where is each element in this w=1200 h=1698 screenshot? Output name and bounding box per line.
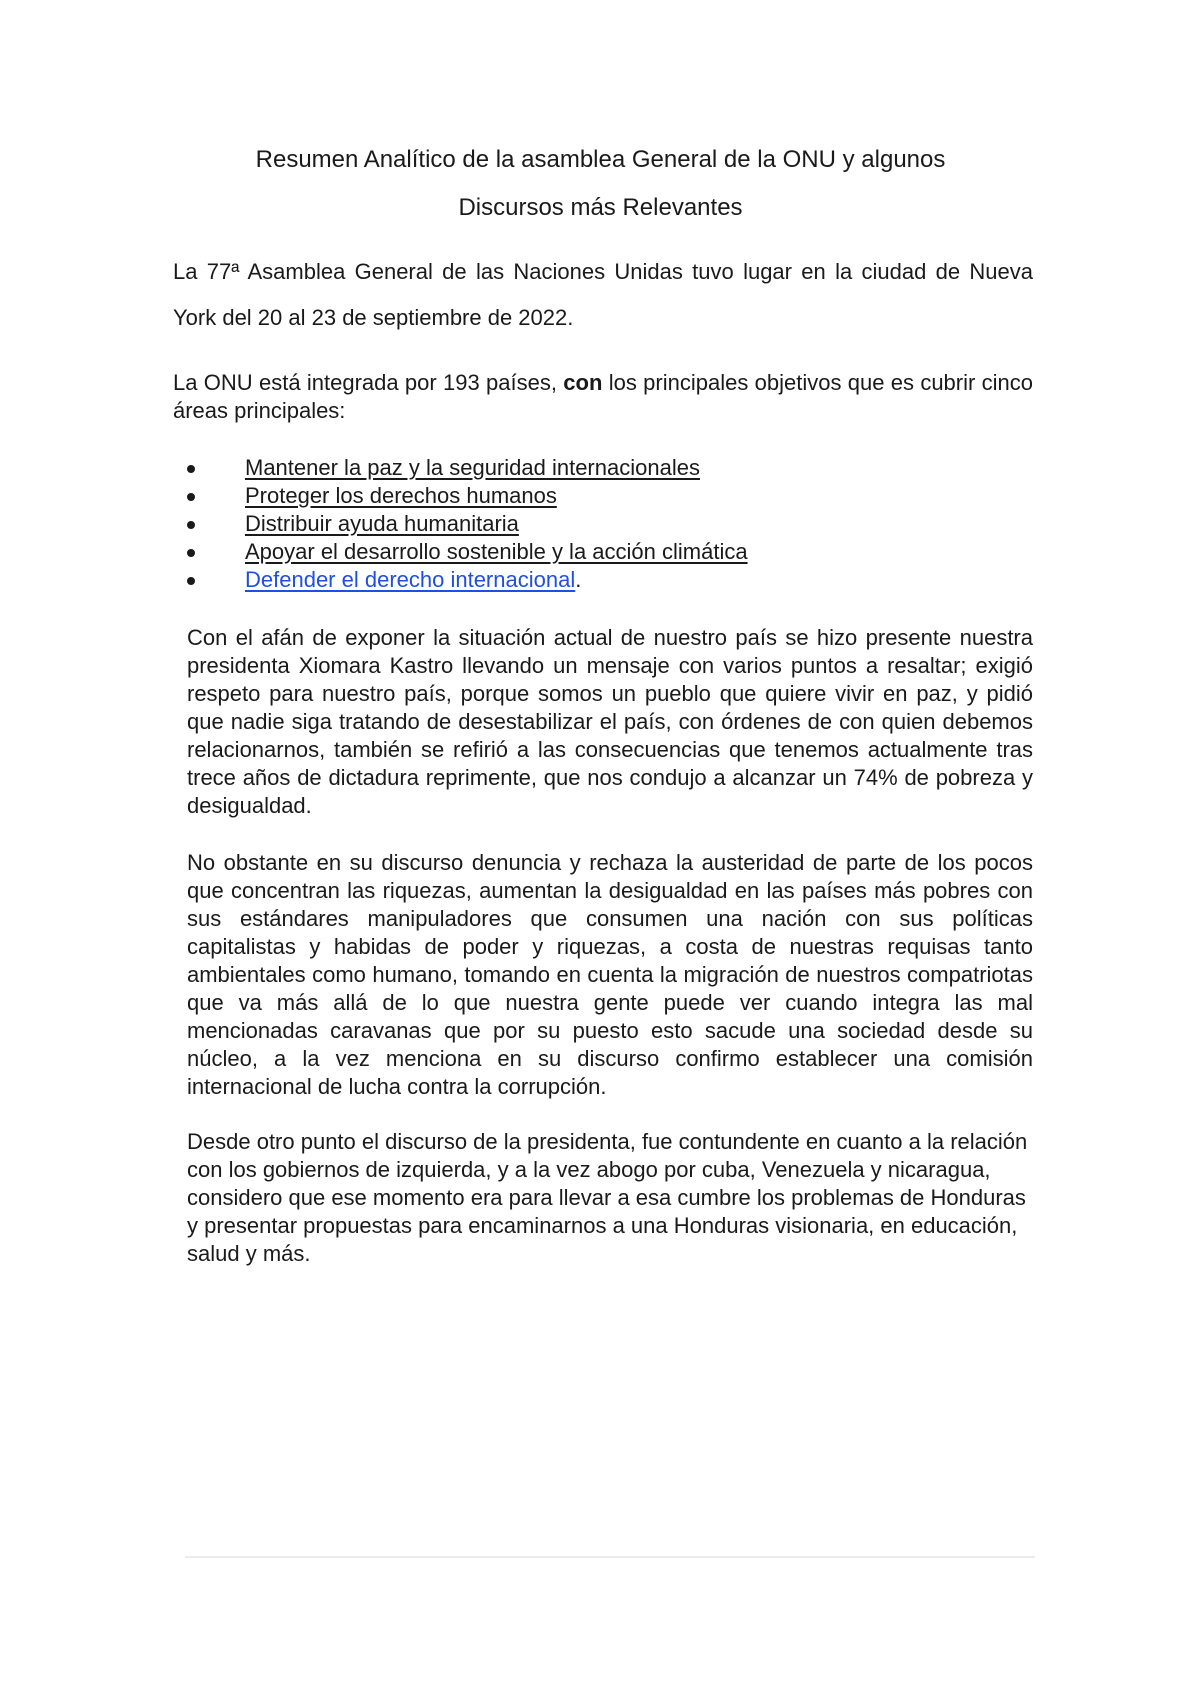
paragraph-president-speech: Con el afán de exponer la situación actual de nuestro país se hizo presente nuestra presidenta Xiomara Kastro llevando un mensaje con varios puntos a resaltar; exigió respeto para nuestro país, porque somos un pueblo que quiere vivir en paz, y pidió que nadie siga tratando de desestabilizar el país, con órdenes de con quien debemos relacionarnos, también se refirió a las consecuencias que tenemos actualmente tras trece años de dictadura reprimente, que nos condujo a alcanzar un 74% de pobreza y desigualdad. [187, 625, 1033, 818]
intro-paragraph-objectives [173, 369, 1033, 425]
international-law-link[interactable]: Defender el derecho internacional [245, 567, 576, 592]
objective-peace: Mantener la paz y la seguridad internacionales [245, 455, 700, 480]
list-item [173, 454, 748, 482]
footer-divider [185, 1556, 1035, 1558]
title-line-2: Discursos más Relevantes [458, 194, 743, 221]
list-item [173, 566, 748, 594]
bullet-icon [187, 465, 195, 473]
intro-bold-word: con [563, 370, 603, 395]
bullet-icon [187, 493, 195, 501]
title-line-1: Resumen Analítico de la asamblea General de la ONU y algunos [255, 146, 946, 173]
bullet-icon [187, 577, 195, 585]
paragraph-left-governments: Desde otro punto el discurso de la presidenta, fue contundente en cuanto a la relación con los gobiernos de izquierda, y a la vez abogo por cuba, Venezuela y nicaragua, considero que ese momento era para llevar a esa cumbre los problemas de Honduras y presentar propuestas para encaminarnos a una Honduras visionaria, en educación, salud y más. [187, 1129, 1028, 1266]
paragraph-austerity: No obstante en su discurso denuncia y rechaza la austeridad de parte de los pocos que concentran las riquezas, aumentan la desigualdad en las países más pobres con sus estándares manipuladores que consumen una nación con sus políticas capitalistas y habidas de poder y riquezas, a costa de nuestras requisas tanto ambientales como humano, tomando en cuenta la migración de nuestros compatriotas que va más allá de lo que nuestra gente puede ver cuando integra las mal mencionadas caravanas que por su puesto esto sacude una sociedad desde su núcleo, a la vez menciona en su discurso confirmo establecer una comisión internacional de lucha contra la corrupción. [187, 850, 1033, 1099]
intro-text-before: La ONU está integrada por 193 países, [173, 370, 564, 395]
bullet-icon [187, 521, 195, 529]
bullet-icon [187, 549, 195, 557]
objective-humanitarian-aid: Distribuir ayuda humanitaria [245, 511, 519, 536]
document-title [173, 136, 1028, 232]
list-item [173, 510, 748, 538]
trailing-period: . [575, 567, 582, 592]
objective-human-rights: Proteger los derechos humanos [245, 483, 557, 508]
list-item [173, 538, 748, 566]
objective-sustainable-development: Apoyar el desarrollo sostenible y la acción climática [245, 539, 748, 564]
intro-paragraph-dates: La 77ª Asamblea General de las Naciones Unidas tuvo lugar en la ciudad de Nueva York del 20 al 23 de septiembre de 2022. [173, 259, 1033, 330]
intro-text-after: los principales objetivos que es cubrir cinco áreas principales: [173, 370, 1033, 423]
list-item [173, 482, 748, 510]
objectives-list [173, 454, 748, 594]
